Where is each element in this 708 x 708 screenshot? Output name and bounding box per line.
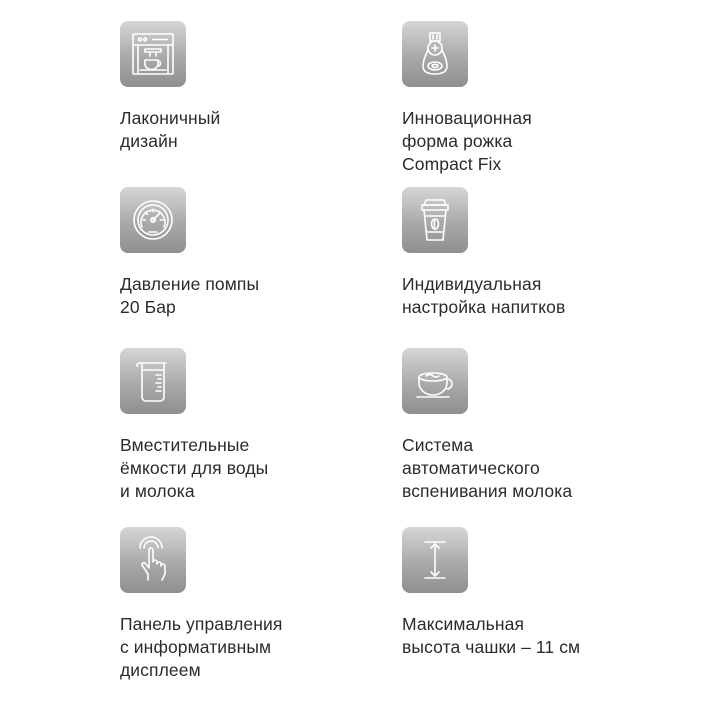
- measuring-jug-icon: [120, 348, 186, 414]
- feature-auto-frothing: [402, 348, 662, 503]
- touch-hand-icon: [120, 527, 186, 593]
- feature-label: Инновационная форма рожка Compact Fix: [402, 108, 532, 174]
- feature-control-panel: [120, 527, 380, 682]
- feature-pump-pressure: [120, 187, 380, 319]
- feature-cup-height: [402, 527, 662, 659]
- feature-label: Вместительные ёмкости для воды и молока: [120, 435, 269, 501]
- portafilter-icon: [402, 21, 468, 87]
- feature-label: Индивидуальная настройка напитков: [402, 274, 566, 317]
- pressure-gauge-icon: [120, 187, 186, 253]
- feature-label: Давление помпы 20 Бар: [120, 274, 260, 317]
- feature-label: Панель управления с информативным дисплеем: [120, 614, 283, 680]
- cup-height-icon: [402, 527, 468, 593]
- feature-label: Лаконичный дизайн: [120, 108, 221, 151]
- feature-label: Максимальная высота чашки – 11 см: [402, 614, 581, 657]
- feature-laconic-design: [120, 21, 380, 153]
- feature-tanks-capacity: [120, 348, 380, 503]
- cappuccino-cup-icon: [402, 348, 468, 414]
- espresso-machine-icon: [120, 21, 186, 87]
- feature-drink-customization: [402, 187, 662, 319]
- feature-label: Система автоматического вспенивания молока: [402, 435, 573, 501]
- feature-compact-fix: [402, 21, 662, 176]
- coffee-cup-icon: [402, 187, 468, 253]
